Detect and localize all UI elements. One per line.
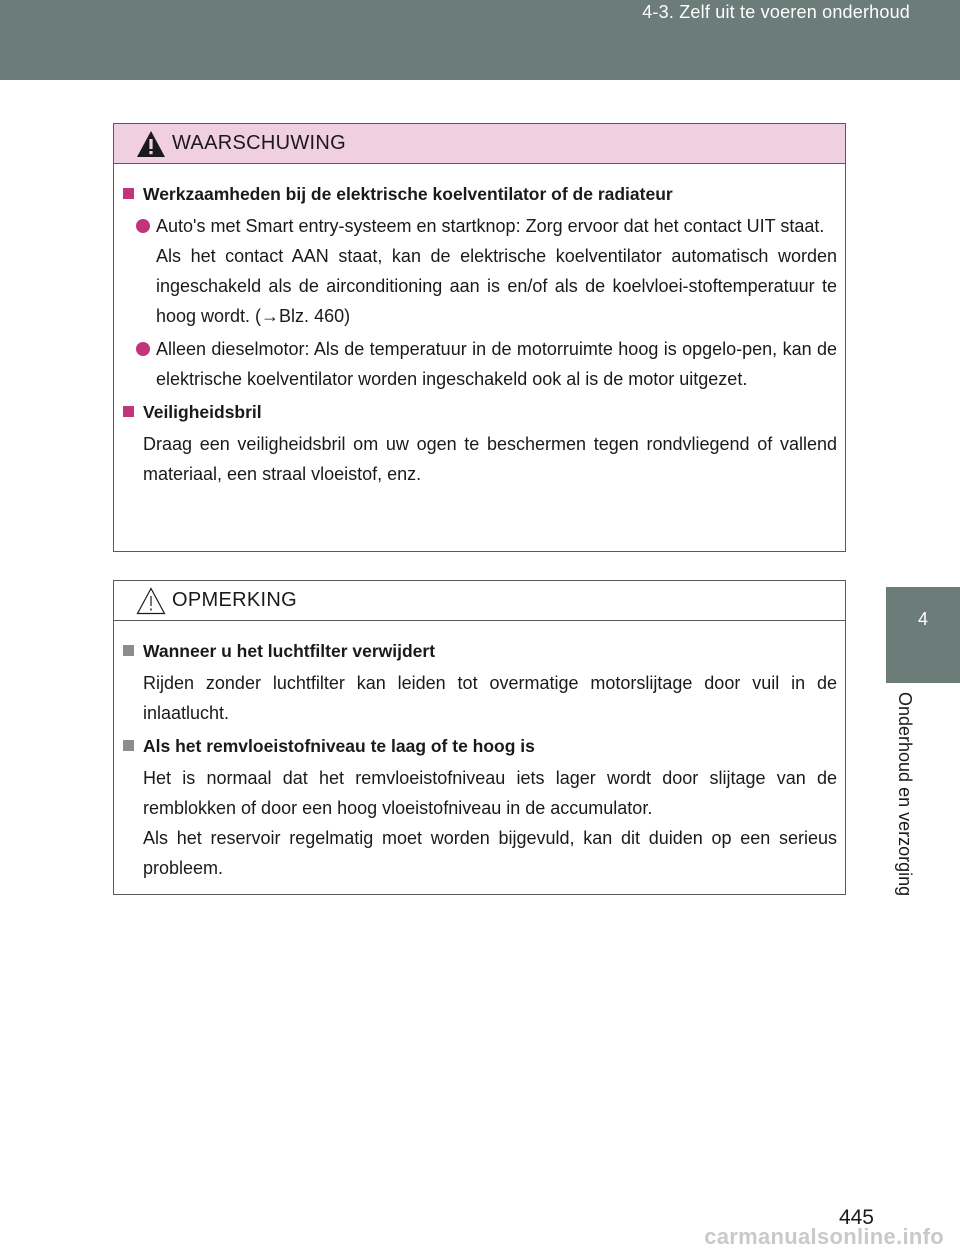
paragraph-line: Het is normaal dat het remvloeistofniveau iets lager wordt door slijtage van de remblokken of door een hoog vloeistofniveau in de accumulator. — [143, 768, 837, 818]
notice-box-header — [114, 581, 845, 621]
section-heading — [122, 637, 837, 665]
warning-box-body — [114, 164, 845, 489]
watermark: carmanualsonline.info — [704, 1224, 944, 1249]
square-bullet-icon — [123, 740, 134, 751]
section-paragraph — [122, 763, 837, 883]
chapter-label-wrap — [886, 692, 930, 932]
section-heading — [122, 180, 837, 208]
section-paragraph: Draag een veiligheidsbril om uw ogen te beschermen tegen rondvliegend of vallend materiaal, een straal vloeistof, enz. — [143, 434, 837, 484]
paragraph-line: Rijden zonder luchtfilter kan leiden tot overmatige motorslijtage door vuil in de inlaatlucht. — [143, 673, 837, 723]
paragraph-line: Als het reservoir regelmatig moet worden bijgevuld, kan dit duiden op een serieus probleem. — [143, 828, 837, 878]
bullet-line: Alleen dieselmotor: Als de temperatuur in de motorruimte hoog is opgelo-pen, kan de elektrische koelventilator worden ingeschakeld ook al is de motor uitgezet. — [156, 339, 837, 389]
section-heading-text: Wanneer u het luchtfilter verwijdert — [143, 641, 436, 661]
section-heading-text: Veiligheidsbril — [143, 402, 262, 422]
section-heading-text: Werkzaamheden bij de elektrische koelventilator of de radiateur — [143, 184, 673, 204]
warning-triangle-icon — [136, 130, 166, 158]
square-bullet-icon — [123, 188, 134, 199]
caution-triangle-icon — [136, 587, 166, 615]
section-heading-text: Als het remvloeistofniveau te laag of te hoog is — [143, 736, 535, 756]
warning-box-header — [114, 124, 845, 164]
notice-title: OPMERKING — [172, 589, 297, 611]
bullet-item — [122, 334, 837, 394]
section-title: 4-3. Zelf uit te voeren onderhoud — [642, 2, 910, 22]
square-bullet-icon — [123, 406, 134, 417]
round-bullet-icon — [136, 219, 150, 233]
warning-box — [113, 123, 846, 552]
bullet-item — [122, 211, 837, 331]
notice-box — [113, 580, 846, 895]
notice-box-body — [114, 621, 845, 883]
section-paragraph — [122, 668, 837, 728]
square-bullet-icon — [123, 645, 134, 656]
warning-title: WAARSCHUWING — [172, 132, 346, 154]
header-bar — [0, 0, 960, 80]
chapter-label: Onderhoud en verzorging — [895, 692, 915, 897]
page-number: 445 — [838, 1206, 874, 1229]
bullet-line: Auto's met Smart entry-systeem en startknop: Zorg ervoor dat het contact UIT staat. — [156, 216, 825, 236]
bullet-line: Als het contact AAN staat, kan de elektrische koelventilator automatisch worden ingeschakeld als de airconditioning aan is en/of als de koelvloei-stoftemperatuur te hoog wordt. (→Blz. 460) — [156, 246, 837, 326]
round-bullet-icon — [136, 342, 150, 356]
section-heading — [122, 732, 837, 760]
chapter-number: 4 — [917, 609, 928, 629]
section-heading — [122, 398, 837, 426]
chapter-tab — [886, 587, 960, 683]
